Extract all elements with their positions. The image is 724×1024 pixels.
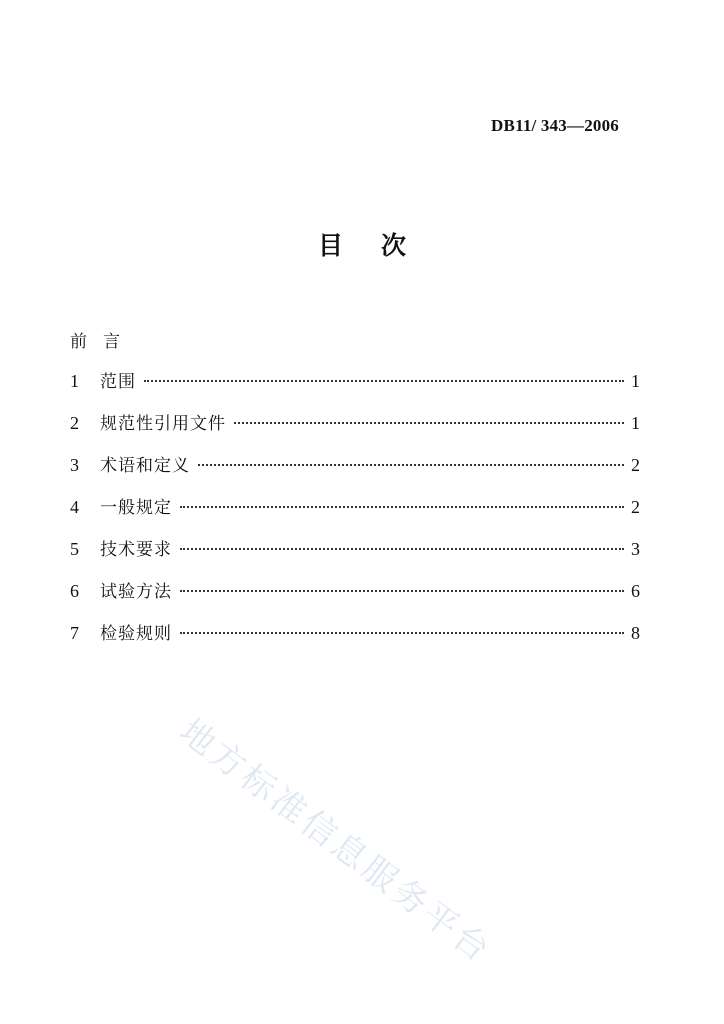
toc-entry-title: 范围 [100,372,136,392]
toc-entry-number: 5 [70,539,79,559]
toc-entry-page: 1 [631,371,640,391]
dot-leader [180,590,624,592]
toc-entry[interactable] [70,535,640,577]
toc-entry[interactable] [70,409,640,451]
dot-leader [180,632,624,634]
dot-leader [180,548,624,550]
watermark: 地方标准信息服务平台 [171,711,500,972]
toc-entry[interactable] [70,619,640,661]
toc-entry-title: 技术要求 [100,540,172,560]
toc-preface-entry[interactable]: 前言 [70,332,136,352]
toc-entry[interactable] [70,451,640,493]
toc-entry-title: 检验规则 [100,624,172,644]
toc-entry-number: 6 [70,581,79,601]
toc-entry-page: 3 [631,539,640,559]
toc-entry-title: 术语和定义 [100,456,190,476]
page-title: 目次 [317,231,444,260]
toc-entry[interactable] [70,493,640,535]
toc-entry-number: 2 [70,413,79,433]
toc-entry-title: 规范性引用文件 [100,414,226,434]
table-of-contents [70,367,640,661]
dot-leader [144,380,624,382]
document-code: DB11/ 343—2006 [491,116,619,135]
toc-entry-number: 4 [70,497,79,517]
toc-entry-page: 6 [631,581,640,601]
dot-leader [234,422,624,424]
toc-entry-page: 1 [631,413,640,433]
toc-entry-number: 1 [70,371,79,391]
toc-entry-title: 试验方法 [100,582,172,602]
toc-entry-number: 7 [70,623,79,643]
toc-entry-title: 一般规定 [100,498,172,518]
toc-entry-page: 2 [631,497,640,517]
toc-entry[interactable] [70,367,640,409]
toc-entry-page: 2 [631,455,640,475]
toc-entry-number: 3 [70,455,79,475]
dot-leader [198,464,624,466]
toc-entry-page: 8 [631,623,640,643]
dot-leader [180,506,624,508]
toc-entry[interactable] [70,577,640,619]
